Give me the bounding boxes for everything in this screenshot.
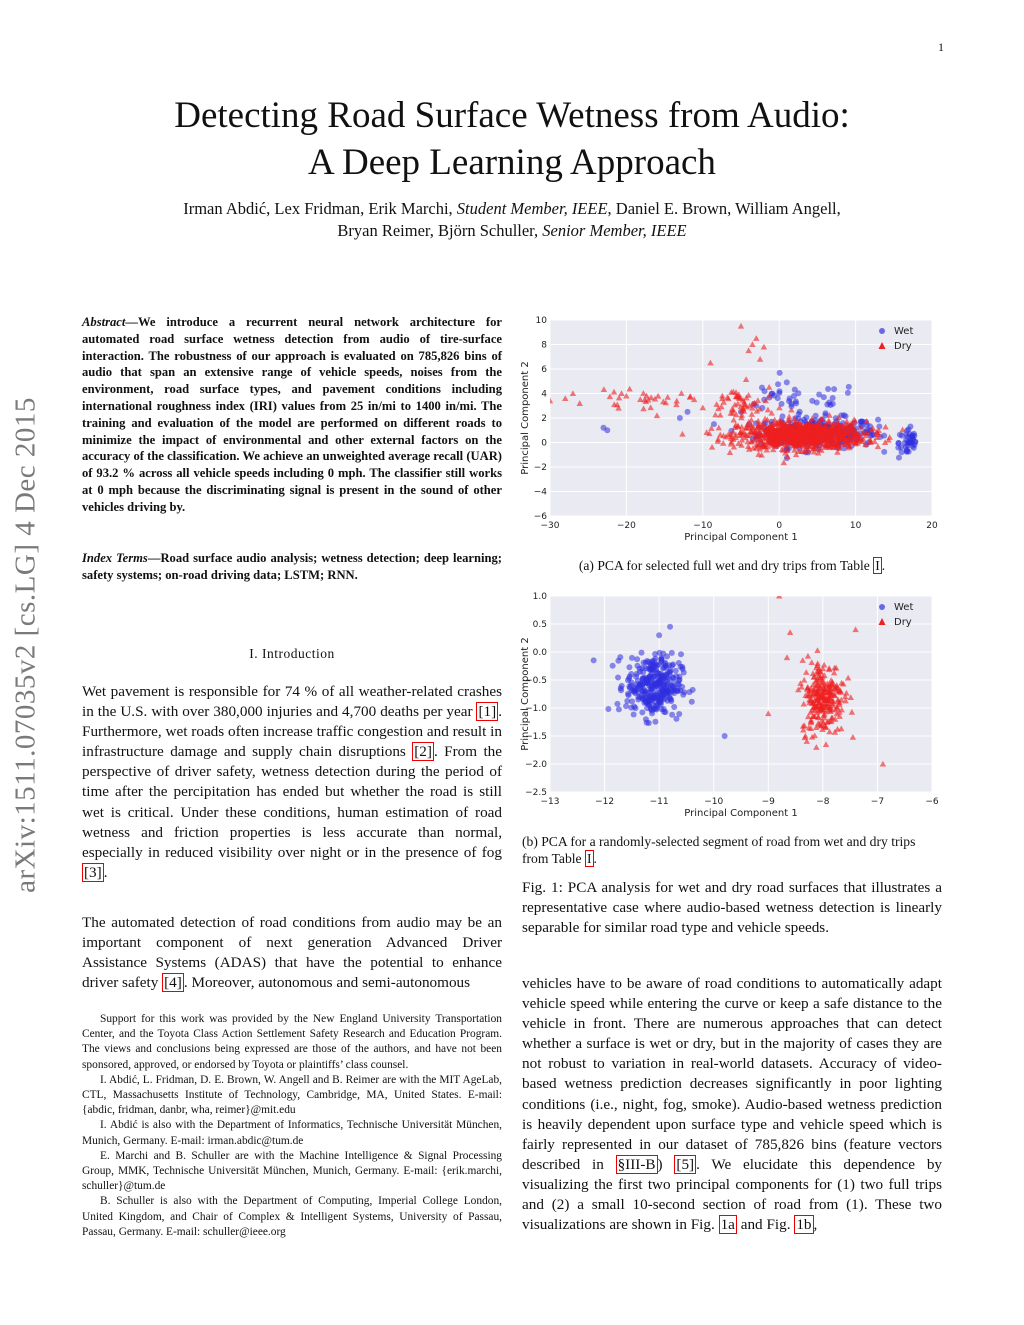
wet-point [623, 703, 629, 709]
legend-wet-marker [879, 328, 885, 334]
wet-point [797, 409, 803, 415]
wet-point [831, 386, 837, 392]
y-tick-label: 2 [541, 414, 547, 424]
plot-area [550, 596, 932, 792]
citation-link[interactable]: [2] [414, 743, 432, 761]
wet-point [629, 698, 635, 704]
y-tick-label: 0.0 [532, 648, 547, 658]
wet-point [640, 687, 646, 693]
legend-label: Wet [894, 602, 914, 613]
wet-point [615, 674, 621, 680]
caption-a [522, 558, 942, 574]
wet-point [626, 664, 632, 670]
intro-paragraph-1 [82, 682, 502, 883]
wet-point [685, 409, 691, 415]
wet-point [605, 706, 611, 712]
y-tick-label: 0 [541, 438, 547, 449]
citation-link[interactable]: [1] [478, 703, 497, 721]
x-tick-label: −10 [693, 521, 713, 531]
intro-p2-text-a: The automated detection of road conditions from audio may be an important component of next generation Advanced Driver Assistance Systems (ADAS) that have the potential to enhance driver safety [82, 914, 502, 992]
abstract-label: Abstract [82, 315, 126, 329]
wet-point [775, 381, 781, 387]
wet-point [795, 390, 801, 396]
authors [0, 198, 1024, 242]
wet-point [661, 665, 667, 671]
wet-point [675, 688, 681, 694]
arxiv-id: arXiv:1511.07035v2 [cs.LG] 4 Dec 2015 [9, 397, 42, 893]
pca-chart-a [520, 312, 950, 552]
wet-point [899, 433, 905, 439]
table-ref-link[interactable]: I [875, 558, 880, 573]
x-tick-label: 0 [776, 521, 783, 531]
wet-point [635, 678, 641, 684]
caption-b-end: . [593, 851, 597, 866]
wet-point [846, 384, 852, 390]
y-tick-label: 0.5 [532, 620, 547, 630]
caption-b [522, 833, 942, 867]
figure-ref-link[interactable]: 1b [796, 1216, 812, 1234]
right-column-paragraph [522, 974, 942, 1235]
footnote: Support for this work was provided by the New England University Transportation Center, and the Toyota Class Action Settlement Safety Research and Education Program. The views and conclusions being expressed are those of the authors, and have not been sponsored, approved, or endorsed by Toyota or plaintiffs’ class counsel. [82, 1013, 502, 1071]
wet-point [814, 400, 820, 406]
intro-p2-text-b: . Moreover, autonomous and semi-autonomous [183, 974, 471, 992]
y-tick-label: 4 [541, 389, 547, 400]
x-tick-label: −6 [925, 797, 939, 807]
wet-point [664, 653, 670, 659]
wet-point [637, 666, 643, 672]
paper-title [0, 92, 1024, 186]
wet-point [617, 654, 623, 660]
wet-point [639, 650, 645, 656]
wet-point [664, 698, 670, 704]
right-p1-text-a: vehicles have to be aware of road conditions to automatically adapt vehicle speed while entering the curve or keep a safe distance to the vehicle in front. There are numerous approaches that can detect whether a surface is wet or dry, but in the majority of cases they are not robust to variation in real-world datasets. Accuracy of video-based wetness prediction decreases significantly in poor lighting conditions (i.e., night, fog, smoke). Audio-based wetness prediction is heavily dependent upon surface type and vehicle speed which is fairly represented in our dataset of 785,826 bins (feature vectors described in [522, 975, 942, 1173]
pca-chart-b [520, 588, 950, 828]
wet-point [816, 392, 822, 398]
figure-ref-link[interactable]: 1a [720, 1216, 735, 1234]
wet-point [629, 688, 635, 694]
wet-point [670, 661, 676, 667]
intro-p1-text-c: . From the perspective of driver safety, wetness detection during the period of time after the percipitation has ended but whether the road is still wet is critical. Under these conditions, human estimation of road wetness and friction properties is less accurate than normal, especially in reduced visibility over night or in the presence of fog [82, 743, 503, 861]
wet-point [661, 709, 667, 715]
wet-point [653, 681, 659, 687]
wet-point [686, 689, 692, 695]
title-line-1: Detecting Road Surface Wetness from Audio: [174, 95, 850, 136]
wet-point [641, 660, 647, 666]
y-tick-label: 8 [541, 340, 547, 351]
y-tick-label: −4 [533, 487, 547, 498]
legend-label: Dry [894, 617, 912, 628]
wet-point [652, 663, 658, 669]
y-tick-label: 1.0 [532, 592, 547, 602]
wet-point [644, 720, 650, 726]
wet-point [639, 709, 645, 715]
wet-point [822, 410, 828, 416]
x-axis-label: Principal Component 1 [684, 532, 798, 543]
wet-point [664, 692, 670, 698]
wet-point [663, 672, 669, 678]
wet-point [631, 704, 637, 710]
authors-line-1 [0, 198, 1024, 220]
caption-b-text: (b) PCA for a randomly-selected segment of road from wet and dry trips from Table [522, 834, 916, 866]
wet-point [656, 650, 662, 656]
wet-point [662, 679, 668, 685]
wet-point [895, 440, 901, 446]
wet-point [845, 390, 851, 396]
right-p1-text-e: , [813, 1216, 818, 1234]
wet-point [643, 699, 649, 705]
index-terms [82, 550, 502, 584]
figure-caption: Fig. 1: PCA analysis for wet and dry road surfaces that illustrates a representative case where audio-based wetness detection is linearly separable for similar road type and vehicle speeds. [522, 879, 942, 936]
wet-point [678, 664, 684, 670]
wet-point [668, 667, 674, 673]
authors-line-2 [0, 220, 1024, 242]
wet-point [689, 699, 695, 705]
wet-point [658, 670, 664, 676]
x-tick-label: −30 [540, 521, 560, 531]
wet-point [652, 719, 658, 725]
table-ref-link[interactable]: I [586, 851, 592, 866]
wet-point [631, 711, 637, 717]
authors-names-1: Irman Abdić, Lex Fridman, Erik Marchi, [183, 199, 457, 218]
wet-point [618, 685, 624, 691]
wet-point [671, 704, 677, 710]
wet-point [784, 379, 790, 385]
footnote: B. Schuller is also with the Department of Computing, Imperial College London, United Kingdom, and Chair of Complex & Intelligent Systems, University of Passau, Passau, Germany. E-mail: schuller@ieee.org [82, 1195, 502, 1238]
wet-point [649, 674, 655, 680]
caption-a-text: (a) PCA for selected full wet and dry trips from Table [578, 558, 874, 573]
intro-p1-text-b: . Furthermore, wet roads often increase traffic congestion and result in infrastructure damage and supply chain disruptions [82, 703, 502, 761]
right-p1-text-c: . We elucidate this dependence by visualizing the first two principal components for (1) two full trips and (2) a small 10-second section of road from (1). These two visualizations are shown in Fig. [522, 1155, 943, 1234]
wet-point [673, 668, 679, 674]
y-tick-label: −2.0 [525, 760, 547, 770]
index-terms-label: Index Terms [82, 551, 148, 565]
wet-point [657, 694, 663, 700]
citation-link[interactable]: [3] [84, 863, 102, 881]
wet-point [881, 433, 887, 439]
y-tick-label: −1.0 [525, 704, 547, 714]
footnote: I. Abdić, L. Fridman, D. E. Brown, W. Angell and B. Reimer are with the MIT AgeLab, CTL, Massachusetts Institute of Technology, Cambridge, MA, United States. E-mail: {abdic, fridman, danbr, wha, reimer}@mit.edu [82, 1073, 502, 1117]
authors-names-2: , Daniel E. Brown, William Angell, [607, 199, 841, 218]
wet-point [911, 445, 917, 451]
wet-point [908, 439, 914, 445]
page-number: 1 [938, 40, 944, 54]
y-axis-label: Principal Component 2 [520, 361, 531, 475]
wet-point [843, 413, 849, 419]
y-tick-label: −2 [533, 463, 547, 473]
wet-point [591, 657, 597, 663]
citation-link[interactable]: [4] [164, 974, 182, 992]
wet-point [801, 417, 807, 423]
y-tick-label: −1.5 [525, 732, 547, 742]
authors-membership-1: Student Member, IEEE [456, 199, 608, 218]
footnotes [82, 1012, 502, 1240]
y-tick-label: 10 [535, 316, 547, 326]
wet-point [881, 449, 887, 455]
y-tick-label: −6 [533, 512, 547, 522]
y-tick-label: 6 [541, 365, 547, 375]
right-p1-text-b: ) [657, 1155, 675, 1173]
x-tick-label: −8 [816, 797, 830, 807]
wet-point [671, 679, 677, 685]
x-tick-label: 10 [849, 521, 862, 531]
x-tick-label: −7 [870, 797, 885, 807]
wet-point [634, 656, 640, 662]
x-axis-label: Principal Component 1 [684, 808, 798, 819]
y-axis-label: Principal Component 2 [520, 637, 531, 751]
intro-paragraph-2 [82, 913, 502, 993]
wet-point [639, 693, 645, 699]
wet-point [896, 455, 902, 461]
citation-link[interactable]: [5] [676, 1155, 695, 1173]
legend-wet-marker [879, 604, 885, 610]
wet-point [614, 701, 620, 707]
intro-p1-text-a: Wet pavement is responsible for 74 % of all weather-related crashes in the U.S. with over 380,000 injuries and 4,700 deaths per year [82, 683, 502, 721]
wet-point [759, 385, 765, 391]
wet-point [677, 415, 683, 421]
wet-point [649, 710, 655, 716]
legend-label: Wet [894, 326, 914, 337]
wet-point [669, 712, 675, 718]
wet-point [677, 673, 683, 679]
wet-point [777, 388, 783, 394]
wet-point [858, 419, 864, 425]
wet-point [627, 673, 633, 679]
wet-point [826, 400, 832, 406]
index-terms-text: —Road surface audio analysis; wetness detection; deep learning; safety systems; on-road driving data; LSTM; RNN. [82, 551, 502, 582]
section-heading: I. Introduction [249, 646, 335, 661]
title-line-2: A Deep Learning Approach [308, 142, 716, 183]
y-tick-label: −0.5 [525, 676, 547, 686]
x-tick-label: 20 [926, 521, 938, 531]
x-tick-label: −9 [761, 797, 775, 807]
x-tick-label: −12 [595, 797, 615, 807]
right-p1-text-d: and Fig. [736, 1216, 795, 1234]
authors-names-3: Bryan Reimer, Björn Schuller, [337, 221, 543, 240]
abstract [82, 314, 502, 516]
x-tick-label: −10 [704, 797, 724, 807]
wet-point [825, 386, 831, 392]
footnote: E. Marchi and B. Schuller are with the Machine Intelligence & Signal Processing Group, MMK, Technische Universität München, Munich, Germany. E-mail: {erik.marchi, schuller}@tum.de [82, 1149, 502, 1193]
y-tick-label: −2.5 [525, 788, 547, 798]
wet-point [656, 632, 662, 638]
wet-point [906, 449, 912, 455]
x-tick-label: −11 [649, 797, 669, 807]
wet-point [616, 706, 622, 712]
authors-membership-2: Senior Member, IEEE [542, 221, 687, 240]
abstract-text: —We introduce a recurrent neural network architecture for automated road surface wetness detection from audio of tire-surface interaction. The robustness of our approach is evaluated on 785,826 bins of audio that span an extensive range of vehicle speeds, noises from the environment, road surface types, and pavement conditions including international roughness index (IRI) values from 25 in/mi to 1400 in/mi. The training and evaluation of the model are performed on different roads to minimize the impact of environmental and other external factors on the accuracy of the classification. We achieve an unweighted average recall (UAR) of 93.2 % across all vehicle speeds including 0 mph. The classifier still works at 0 mph because the discriminating signal is present in the sound of other vehicles driving by. [82, 315, 502, 514]
footnote: I. Abdić is also with the Department of Informatics, Technische Universität München, Munich, Germany. E-mail: irman.abdic@tum.de [82, 1119, 502, 1147]
wet-point [777, 370, 783, 376]
wet-point [673, 716, 679, 722]
caption-a-end: . [881, 558, 886, 573]
intro-p1-text-d: . [103, 863, 108, 881]
section-ref-link[interactable]: §III-B [617, 1155, 656, 1173]
wet-point [604, 427, 610, 433]
wet-point [667, 624, 673, 630]
wet-point [875, 417, 881, 423]
wet-point [722, 733, 728, 739]
wet-point [775, 395, 781, 401]
wet-point [678, 651, 684, 657]
arxiv-watermark [6, 360, 46, 930]
wet-point [610, 663, 616, 669]
wet-point [629, 655, 635, 661]
x-tick-label: −13 [540, 797, 560, 807]
x-tick-label: −20 [616, 521, 636, 531]
legend-label: Dry [894, 341, 912, 352]
